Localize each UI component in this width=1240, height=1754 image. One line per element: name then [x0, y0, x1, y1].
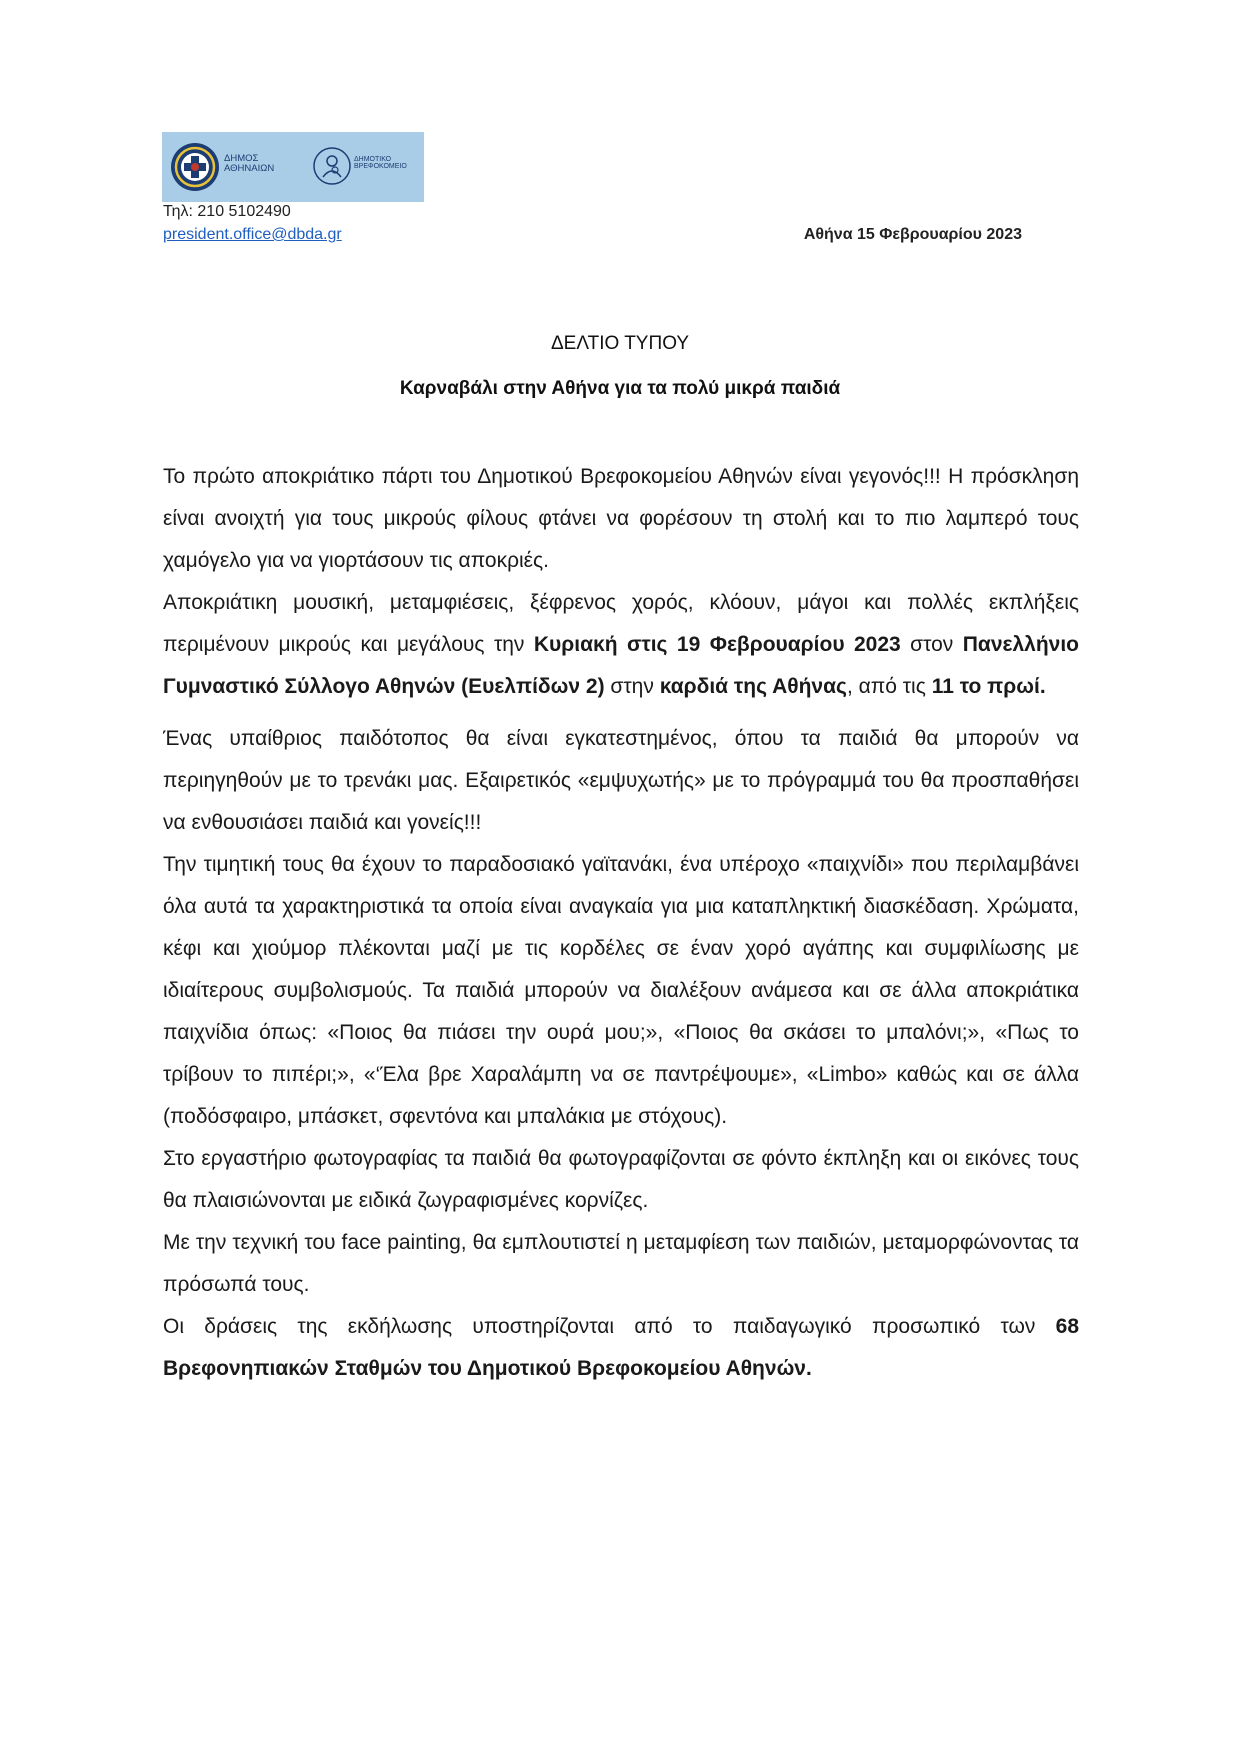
- logo-right-line-2: ΒΡΕΦΟΚΟΜΕΙΟ: [354, 163, 407, 171]
- event-date: Κυριακή στις 19 Φεβρουαρίου 2023: [533, 633, 901, 656]
- event-venue: Πανελλήνιο Γυμναστικό Σύλλογο Αθηνών (Ευελπίδων 2): [163, 633, 1079, 698]
- paragraph-1: Το πρώτο αποκριάτικο πάρτι του Δημοτικού Βρεφοκομείου Αθηνών είναι γεγονός!!! Η πρόσκληση είναι ανοιχτή για τους μικρούς φίλους φτάνει να φορέσουν τη στολή και το πιο λαμπερό τους χαμόγελο για να γιορτάσουν τις αποκριές.: [163, 465, 1079, 572]
- p7-text-a: Οι δράσεις της εκδήλωσης υποστηρίζονται από το παιδαγωγικό προσωπικό των: [163, 1315, 1056, 1338]
- p2-text-a: Αποκριάτικη μουσική, μεταμφιέσεις, ξέφρενος χορός, κλόουν, μάγοι και πολλές εκπλήξεις περιμένουν μικρούς και μεγάλους την: [163, 591, 1079, 656]
- p2-text-g: , από τις: [846, 675, 932, 698]
- logo-right-line-1: ΔΗΜΟΤΙΚΟ: [354, 156, 392, 163]
- event-time: 11 το πρωί.: [931, 675, 1046, 698]
- paragraph-4: Την τιμητική τους θα έχουν το παραδοσιακό γαϊτανάκι, ένα υπέροχο «παιχνίδι» που περιλαμβάνει όλα αυτά τα χαρακτηριστικά τα οποία είναι αναγκαία για μια καταπληκτική διασκέδαση. Χρώματα, κέφι και χιούμορ πλέκονται μαζί με τις κορδέλες σε έναν χορό αγάπης και συμφιλίωσης με ιδιαίτερους συμβολισμούς. Τα παιδιά μπορούν να διαλέξουν ανάμεσα και σε άλλα αποκριάτικα παιχνίδια όπως: «Ποιος θα πιάσει την ουρά μου;», «Ποιος θα σκάσει το μπαλόνι;», «Πως το τρίβουν το πιπέρι;», «‘Έλα βρε Χαραλάμπη να σε παντρέψουμε», «Limbo» καθώς και σε άλλα (ποδόσφαιρο, μπάσκετ, σφεντόνα και μπαλάκια με στόχους).: [163, 853, 1079, 1128]
- paragraph-6: Με την τεχνική του face painting, θα εμπλουτιστεί η μεταμφίεση των παιδιών, μεταμορφώνοντας τα πρόσωπά τους.: [163, 1231, 1079, 1296]
- page-subtitle: Καρναβάλι στην Αθήνα για τα πολύ μικρά παιδιά: [399, 378, 841, 399]
- logo-text-orphanage: [354, 156, 407, 171]
- paragraph-3: Ένας υπαίθριος παιδότοπος θα είναι εγκατεστημένος, όπου τα παιδιά θα μπορούν να περιηγηθούν με το τρενάκι μας. Εξαιρετικός «εμψυχωτής» με το πρόγραμμά του θα προσπαθήσει να ενθουσιάσει παιδιά και γονείς!!!: [163, 727, 1079, 834]
- event-location: καρδιά της Αθήνας: [659, 675, 847, 698]
- contact-email-link[interactable]: president.office@dbda.gr: [163, 226, 342, 243]
- press-release-body: [163, 456, 1079, 1390]
- logo-text-municipality: [224, 154, 274, 174]
- p2-text-e: στην: [604, 675, 660, 698]
- p2-text-c: στον: [900, 633, 963, 656]
- logo-line-1: ΔΗΜΟΣ: [224, 153, 259, 164]
- paragraph-7: [163, 1306, 1079, 1390]
- athens-seal-icon: [170, 142, 220, 192]
- logo-line-2: ΑΘΗΝΑΙΩΝ: [224, 162, 275, 174]
- contact-phone: Τηλ: 210 5102490: [163, 203, 291, 220]
- p7-text-b: 68 Βρεφονηπιακών Σταθμών του Δημοτικού Βρεφοκομείου Αθηνών.: [163, 1315, 1079, 1380]
- document-date: Αθήνα 15 Φεβρουαρίου 2023: [803, 226, 1022, 243]
- organization-logo: [162, 132, 424, 202]
- paragraph-5: Στο εργαστήριο φωτογραφίας τα παιδιά θα φωτογραφίζονται σε φόντο έκπληξη και οι εικόνες τους θα πλαισιώνονται με ειδικά ζωγραφισμένες κορνίζες.: [163, 1147, 1079, 1212]
- page-title: ΔΕΛΤΙΟ ΤΥΠΟΥ: [550, 333, 690, 354]
- orphanage-emblem-icon: [312, 146, 352, 186]
- paragraph-2: [163, 582, 1079, 708]
